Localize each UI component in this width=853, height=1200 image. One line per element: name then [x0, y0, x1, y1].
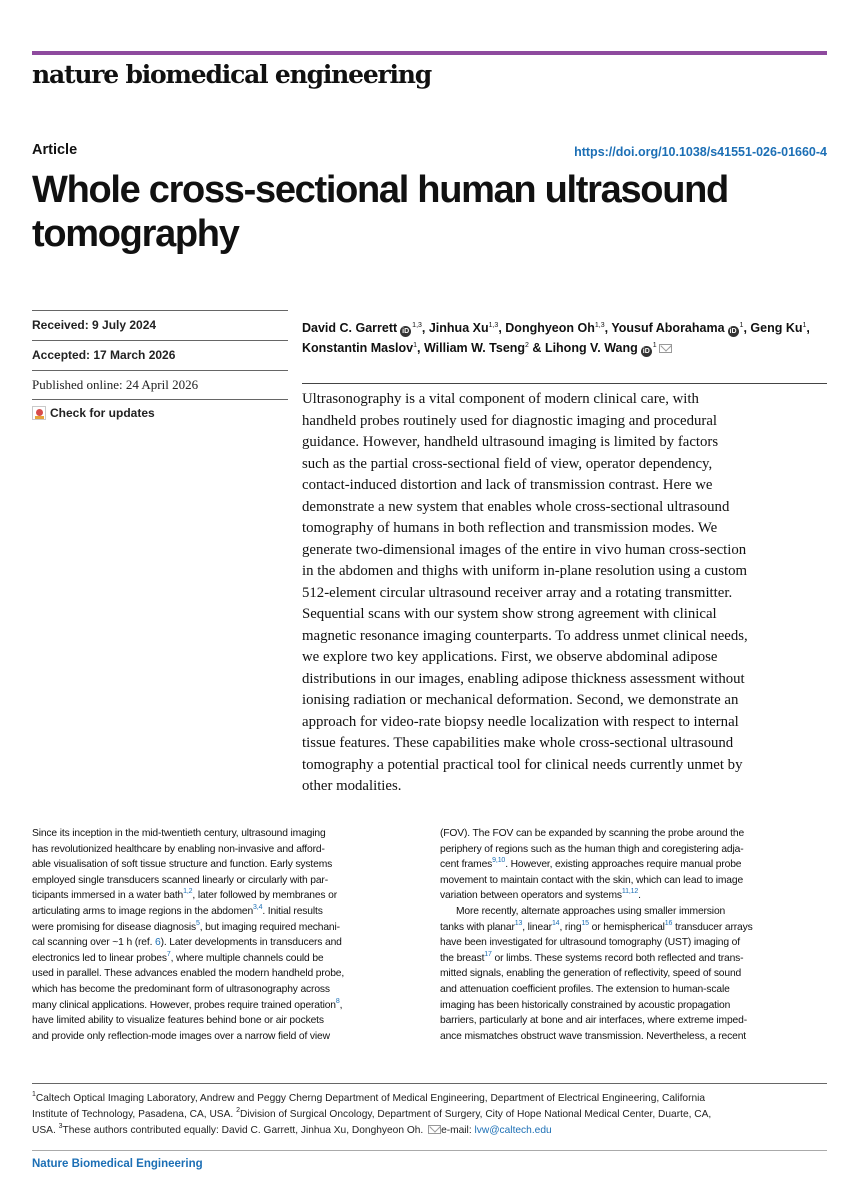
abstract-line: distributions in our images, enabling adipose thickness assessment without — [302, 670, 745, 687]
abstract-line: tomography of humans in both reflection and transmission modes. We — [302, 520, 718, 536]
body-column-left — [32, 826, 420, 1044]
abstract-line: contact-induced distortion and lack of transmission contrast. Here we — [302, 477, 713, 493]
body-line: able visualisation of soft tissue structure and function. Early systems — [32, 859, 333, 871]
accepted-date: Accepted: 17 March 2026 — [32, 348, 176, 362]
title-line-1: Whole cross-sectional human ultrasound — [32, 169, 728, 211]
body-line: mitted signals, enabling the generation of reflectivity, speed of sound — [440, 968, 742, 980]
abstract-line: in the abdomen and thighs with uniform in-plane resolution using a custom — [302, 563, 748, 579]
body-line: ticipants immersed in a water bath$^{1,2}$, later followed by membranes or — [32, 888, 337, 902]
crossmark-icon — [32, 406, 46, 420]
abstract-line: tissue features. These capabilities make whole cross-sectional ultrasound — [302, 735, 734, 751]
author[interactable]: Konstantin Maslov$^1$ — [302, 341, 418, 355]
author[interactable]: Jinhua Xu$^{1,3}$ — [428, 321, 499, 335]
body-line: employed single transducers scanned linearly or circularly with par- — [32, 874, 328, 886]
citation-link[interactable]: 11,12 — [621, 888, 639, 896]
body-line: variation between operators and systems$^{11,12}$. — [440, 888, 641, 902]
journal-name: nature biomedical engineering — [32, 60, 432, 89]
meta-divider — [32, 370, 288, 371]
footnote-divider — [32, 1083, 827, 1084]
received-date: Received: 9 July 2024 — [32, 318, 157, 332]
title-line-2: tomography — [32, 213, 239, 255]
abstract-line: we explore two key applications. First, we observe abdominal adipose — [302, 649, 718, 665]
body-line: ance mismatches obstruct wave transmission. Nevertheless, a recent — [440, 1030, 747, 1042]
abstract-line: demonstrate a new system that enables whole cross-sectional ultrasound — [302, 498, 730, 515]
author[interactable]: Lihong V. Wang $iD^1$ — [545, 341, 672, 355]
citation-link[interactable]: 13 — [514, 919, 523, 927]
body-line: which has become the predominant form of ultrasonography across — [32, 983, 330, 995]
footnote-line: USA. $^3$These authors contributed equally: David C. Garrett, Jinhua Xu, Donghyeon Oh. e-mail: lvw@caltech.edu — [32, 1123, 552, 1136]
body-line: More recently, alternate approaches using smaller immersion — [456, 905, 726, 917]
body-line: periphery of regions such as the human thigh and coregistering adja- — [440, 843, 744, 855]
citation-link[interactable]: 5 — [196, 919, 200, 927]
abstract-line: ionising radiation or mechanical deformation. Second, we demonstrate an — [302, 692, 739, 708]
body-line: movement to maintain contact with the skin, which can lead to image — [440, 874, 744, 886]
footnote-line: $^1$Caltech Optical Imaging Laboratory, Andrew and Peggy Cherng Department of Medical Engineering, Department of Electrical Engineering, California — [32, 1091, 706, 1104]
citation-link[interactable]: 16 — [664, 919, 673, 927]
abstract-line: other modalities. — [302, 778, 402, 794]
footer-journal-name: Nature Biomedical Engineering — [32, 1158, 203, 1170]
citation-link[interactable]: 6 — [155, 937, 161, 949]
affiliations-footnote — [32, 1091, 827, 1139]
body-line: have been investigated for ultrasound tomography (UST) imaging of — [440, 937, 740, 949]
abstract — [302, 389, 827, 798]
body-line: tanks with planar$^{13}$, linear$^{14}$, ring$^{15}$ or hemispherical$^{16}$ transducer arrays — [440, 919, 753, 933]
orcid-icon[interactable]: iD — [729, 328, 737, 335]
email-icon — [428, 1125, 441, 1134]
body-line: barriers, particularly at bone and air interfaces, where extreme imped- — [440, 1015, 747, 1027]
citation-link[interactable]: 17 — [484, 950, 492, 958]
email-link[interactable]: lvw@caltech.edu — [474, 1125, 552, 1136]
check-for-updates-button[interactable] — [32, 406, 155, 420]
abstract-line: tomography a potential practical tool for clinical needs currently unmet by — [302, 756, 743, 773]
citation-link[interactable]: 15 — [581, 919, 589, 927]
body-line: used in parallel. These advances enabled the modern handheld probe, — [32, 968, 345, 980]
body-line: many clinical applications. However, probes require trained operation$^8$, — [32, 997, 343, 1011]
author[interactable]: William W. Tseng$^2$ — [423, 341, 529, 355]
header-accent-rule — [32, 51, 827, 55]
meta-divider — [32, 340, 288, 341]
author[interactable]: Donghyeon Oh$^{1,3}$ — [505, 321, 605, 335]
orcid-icon[interactable]: iD — [402, 328, 410, 335]
abstract-line: Ultrasonography is a vital component of modern clinical care, with — [302, 391, 699, 407]
email-icon[interactable] — [659, 344, 672, 353]
abstract-line: approach for video-rate biopsy needle localization with respect to internal — [302, 713, 739, 730]
body-line: and provide only reflection-mode images over a narrow field of view — [32, 1030, 330, 1042]
body-column-right — [440, 826, 828, 1044]
body-line: the breast$^{17}$ or limbs. These systems record both reflected and trans- — [440, 950, 744, 964]
abstract-line: generate two-dimensional images of the entire in vivo human cross-section — [302, 541, 747, 558]
author[interactable]: Yousuf Aborahama $iD^1$ — [611, 321, 744, 335]
published-date: Published online: 24 April 2026 — [32, 377, 199, 392]
body-line: (FOV). The FOV can be expanded by scanning the probe around the — [440, 828, 745, 839]
body-line: imaging has been historically constrained by acoustic propagation — [440, 999, 731, 1011]
author-list: David C. Garrett iD$^{1,3}$, Jinhua Xu$^{1,3}$, Donghyeon Oh$^{1,3}$, Yousuf Aborahama $iD^1$, Geng Ku$^1$, Konstantin Maslov$^1$, William W. Tseng$^2$ & Lihong V. Wang $iD^1$ — [302, 321, 810, 355]
body-line: has revolutionized healthcare by enabling non-invasive and afford- — [32, 843, 325, 855]
body-line: cent frames$^{9,10}$. However, existing approaches require manual probe — [440, 857, 742, 871]
article-type-label: Article — [32, 142, 78, 158]
meta-divider — [32, 399, 288, 400]
citation-link[interactable]: 8 — [335, 997, 340, 1005]
citation-link[interactable]: 1,2 — [183, 888, 193, 896]
citation-link[interactable]: 9,10 — [492, 857, 506, 865]
abstract-line: Sequential scans with our system show strong agreement with clinical — [302, 606, 717, 622]
body-line: were promising for disease diagnosis$^5$, but imaging required mechani- — [32, 919, 340, 933]
abstract-line: guidance. However, handheld ultrasound imaging is limited by factors — [302, 434, 719, 450]
citation-link[interactable]: 3,4 — [253, 903, 263, 911]
abstract-divider — [302, 383, 827, 384]
abstract-line: handheld probes routinely used for diagnostic imaging and procedural — [302, 412, 718, 429]
body-line: articulating arms to image regions in the abdomen$^{3,4}$. Initial results — [32, 903, 323, 917]
body-line: cal scanning over ~1 h (ref. 6). Later developments in transducers and — [32, 937, 342, 949]
body-line: electronics led to linear probes$^7$, where multiple channels could be — [32, 950, 324, 964]
footer-divider — [32, 1150, 827, 1151]
abstract-line: 512-element circular ultrasound receiver array and a rotating transmitter. — [302, 584, 733, 601]
footnote-line: Institute of Technology, Pasadena, CA, USA. $^2$Division of Surgical Oncology, Department of Surgery, City of Hope National Medical Center, Duarte, CA, — [32, 1107, 712, 1120]
author[interactable]: Geng Ku$^1$ — [750, 321, 807, 335]
check-for-updates-label: Check for updates — [50, 406, 155, 420]
body-line: have limited ability to visualize features behind bone or air pockets — [32, 1015, 324, 1027]
body-line: and attenuation coefficient profiles. The extension to human-scale — [440, 983, 730, 995]
body-line: Since its inception in the mid-twentieth century, ultrasound imaging — [32, 828, 326, 839]
article-title — [32, 168, 822, 256]
meta-divider — [32, 310, 288, 311]
abstract-line: such as the partial cross-sectional field of view, operator dependency, — [302, 455, 713, 472]
author[interactable]: David C. Garrett iD$^{1,3}$ — [302, 321, 422, 335]
citation-link[interactable]: 7 — [166, 950, 171, 958]
orcid-icon[interactable]: iD — [642, 348, 650, 355]
citation-link[interactable]: 14 — [551, 919, 560, 927]
abstract-line: magnetic resonance imaging counterparts. To address unmet clinical needs, — [302, 627, 748, 644]
doi-link[interactable]: https://doi.org/10.1038/s41551-026-01660-4 — [574, 145, 827, 159]
